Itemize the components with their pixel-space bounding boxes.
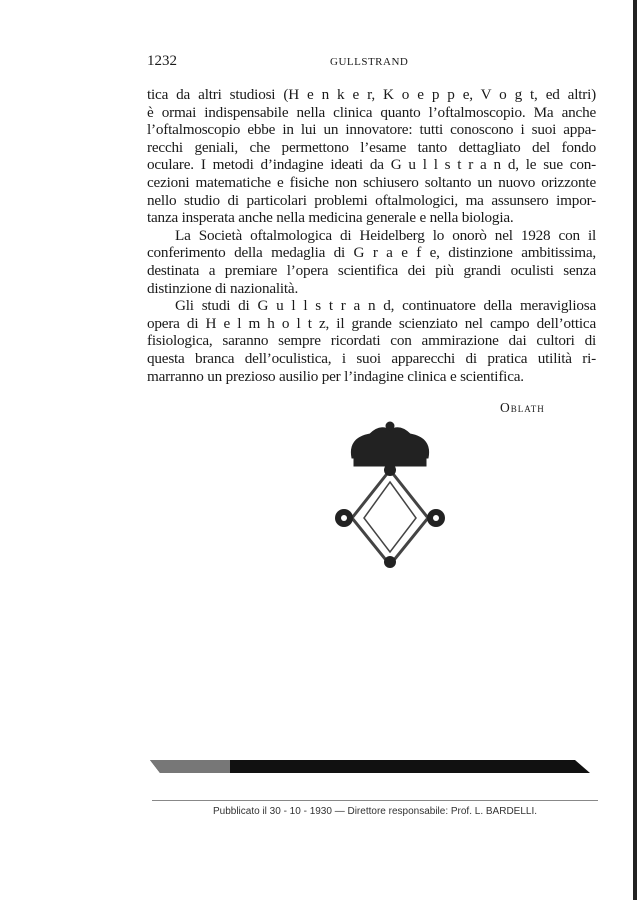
text-line: recchi geniali, che permettono l’esame tanto dettagliato del fondo [147,138,596,156]
author-signature: Oblath [500,400,545,415]
text-line: tica da altri studiosi (H e n k e r, K o e p p e, V o g t, ed altri) [147,86,596,103]
text-line: è ormai indispensabile nella clinica quanto l’oftalmoscopio. Ma anche [147,103,596,121]
text-line: conferimento della medaglia di G r a e f e, distinzione ambitissima, [147,244,596,262]
text-line: fisiologica, saranno sempre ricordati con ammirazione dai cultori di [147,332,596,350]
page-edge [633,0,637,900]
paragraph-2 [147,227,596,297]
text-line: Gli studi di G u l l s t r a n d, continuatore della meravigliosa [175,297,596,315]
running-title: GULLSTRAND [330,56,409,68]
page-number: 1232 [147,53,177,69]
text-line: tanza insperata anche nella medicina generale e nella biologia. [147,209,514,227]
decorative-bar [150,760,600,781]
paragraph-3 [147,297,596,385]
crowned-cross-emblem [330,420,450,575]
text-line: La Società oftalmologica di Heidelberg lo onorò nel 1928 con il [175,226,596,244]
text-line: oculare. I metodi d’indagine ideati da G u l l s t r a n d, le sue con- [147,156,596,174]
paragraph-1 [147,86,596,227]
text-line: nello studio di particolari problemi oftalmologici, ma assunsero impor- [147,191,596,209]
text-line: l’oftalmoscopio ebbe in lui un innovatore: tutti conoscono i suoi appa- [147,121,596,139]
text-line: questa branca dell’oculistica, i suoi apparecchi di pratica utilità ri- [147,349,596,367]
text-line: distinzione di nazionalità. [147,279,299,297]
text-line: opera di H e l m h o l t z, il grande scienziato nel campo dell’ottica [147,314,596,332]
footer-rule [152,800,598,801]
text-line: marranno un prezioso ausilio per l’indagine clinica e scientifica. [147,367,524,385]
publication-footer: Pubblicato il 30 - 10 - 1930 — Direttore responsabile: Prof. L. BARDELLI. [212,806,538,817]
text-line: destinata a premiare l’opera scientifica dei più grandi oculisti senza [147,261,596,279]
article-body [147,86,596,385]
text-line: cezioni matematiche e fisiche non schiusero soltanto un nuovo orizzonte [147,173,596,191]
